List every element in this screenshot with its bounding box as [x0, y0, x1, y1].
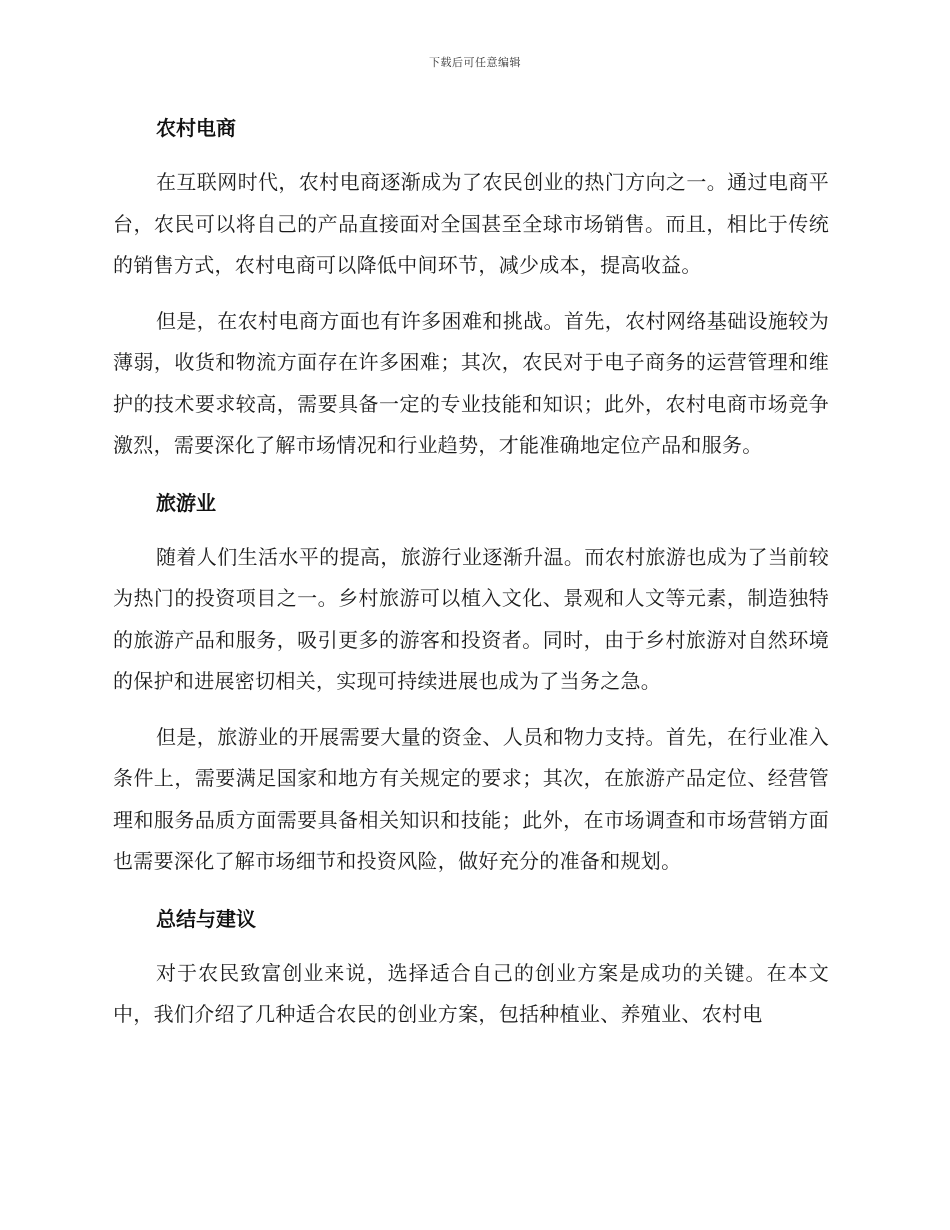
paragraph: 随着人们生活水平的提高，旅游行业逐渐升温。而农村旅游也成为了当前较为热门的投资项目之一。乡村旅游可以植入文化、景观和人文等元素，制造独特的旅游产品和服务，吸引更多的游客和投资者。同时，由于乡村旅游对自然环境的保护和进展密切相关，实现可持续进展也成为了当务之急。: [113, 544, 829, 693]
paragraph: 但是，旅游业的开展需要大量的资金、人员和物力支持。首先，在行业准入条件上，需要满足国家和地方有关规定的要求；其次，在旅游产品定位、经营管理和服务品质方面需要具备相关知识和技能；此外，在市场调查和市场营销方面也需要深化了解市场细节和投资风险，做好充分的准备和规划。: [113, 724, 829, 873]
paragraph: 在互联网时代，农村电商逐渐成为了农民创业的热门方向之一。通过电商平台，农民可以将自己的产品直接面对全国甚至全球市场销售。而且，相比于传统的销售方式，农村电商可以降低中间环节，减少成本，提高收益。: [113, 170, 829, 277]
document-body: [113, 106, 829, 1050]
section-heading: 农村电商: [156, 116, 236, 140]
section-summary: [113, 897, 829, 1036]
paragraph: 对于农民致富创业来说，选择适合自己的创业方案是成功的关键。在本文中，我们介绍了几种适合农民的创业方案，包括种植业、养殖业、农村电: [113, 960, 829, 1026]
section-rural-ecommerce: [113, 106, 829, 467]
section-heading: 总结与建议: [156, 906, 256, 931]
header-note: 下载后可任意编辑: [429, 56, 521, 69]
section-tourism: [113, 481, 829, 883]
section-heading: 旅游业: [156, 490, 216, 515]
paragraph: 但是，在农村电商方面也有许多困难和挑战。首先，农村网络基础设施较为薄弱，收货和物流方面存在许多困难；其次，农民对于电子商务的运营管理和维护的技术要求较高，需要具备一定的专业技能和知识；此外，农村电商市场竞争激烈，需要深化了解市场情况和行业趋势，才能准确地定位产品和服务。: [113, 308, 829, 457]
